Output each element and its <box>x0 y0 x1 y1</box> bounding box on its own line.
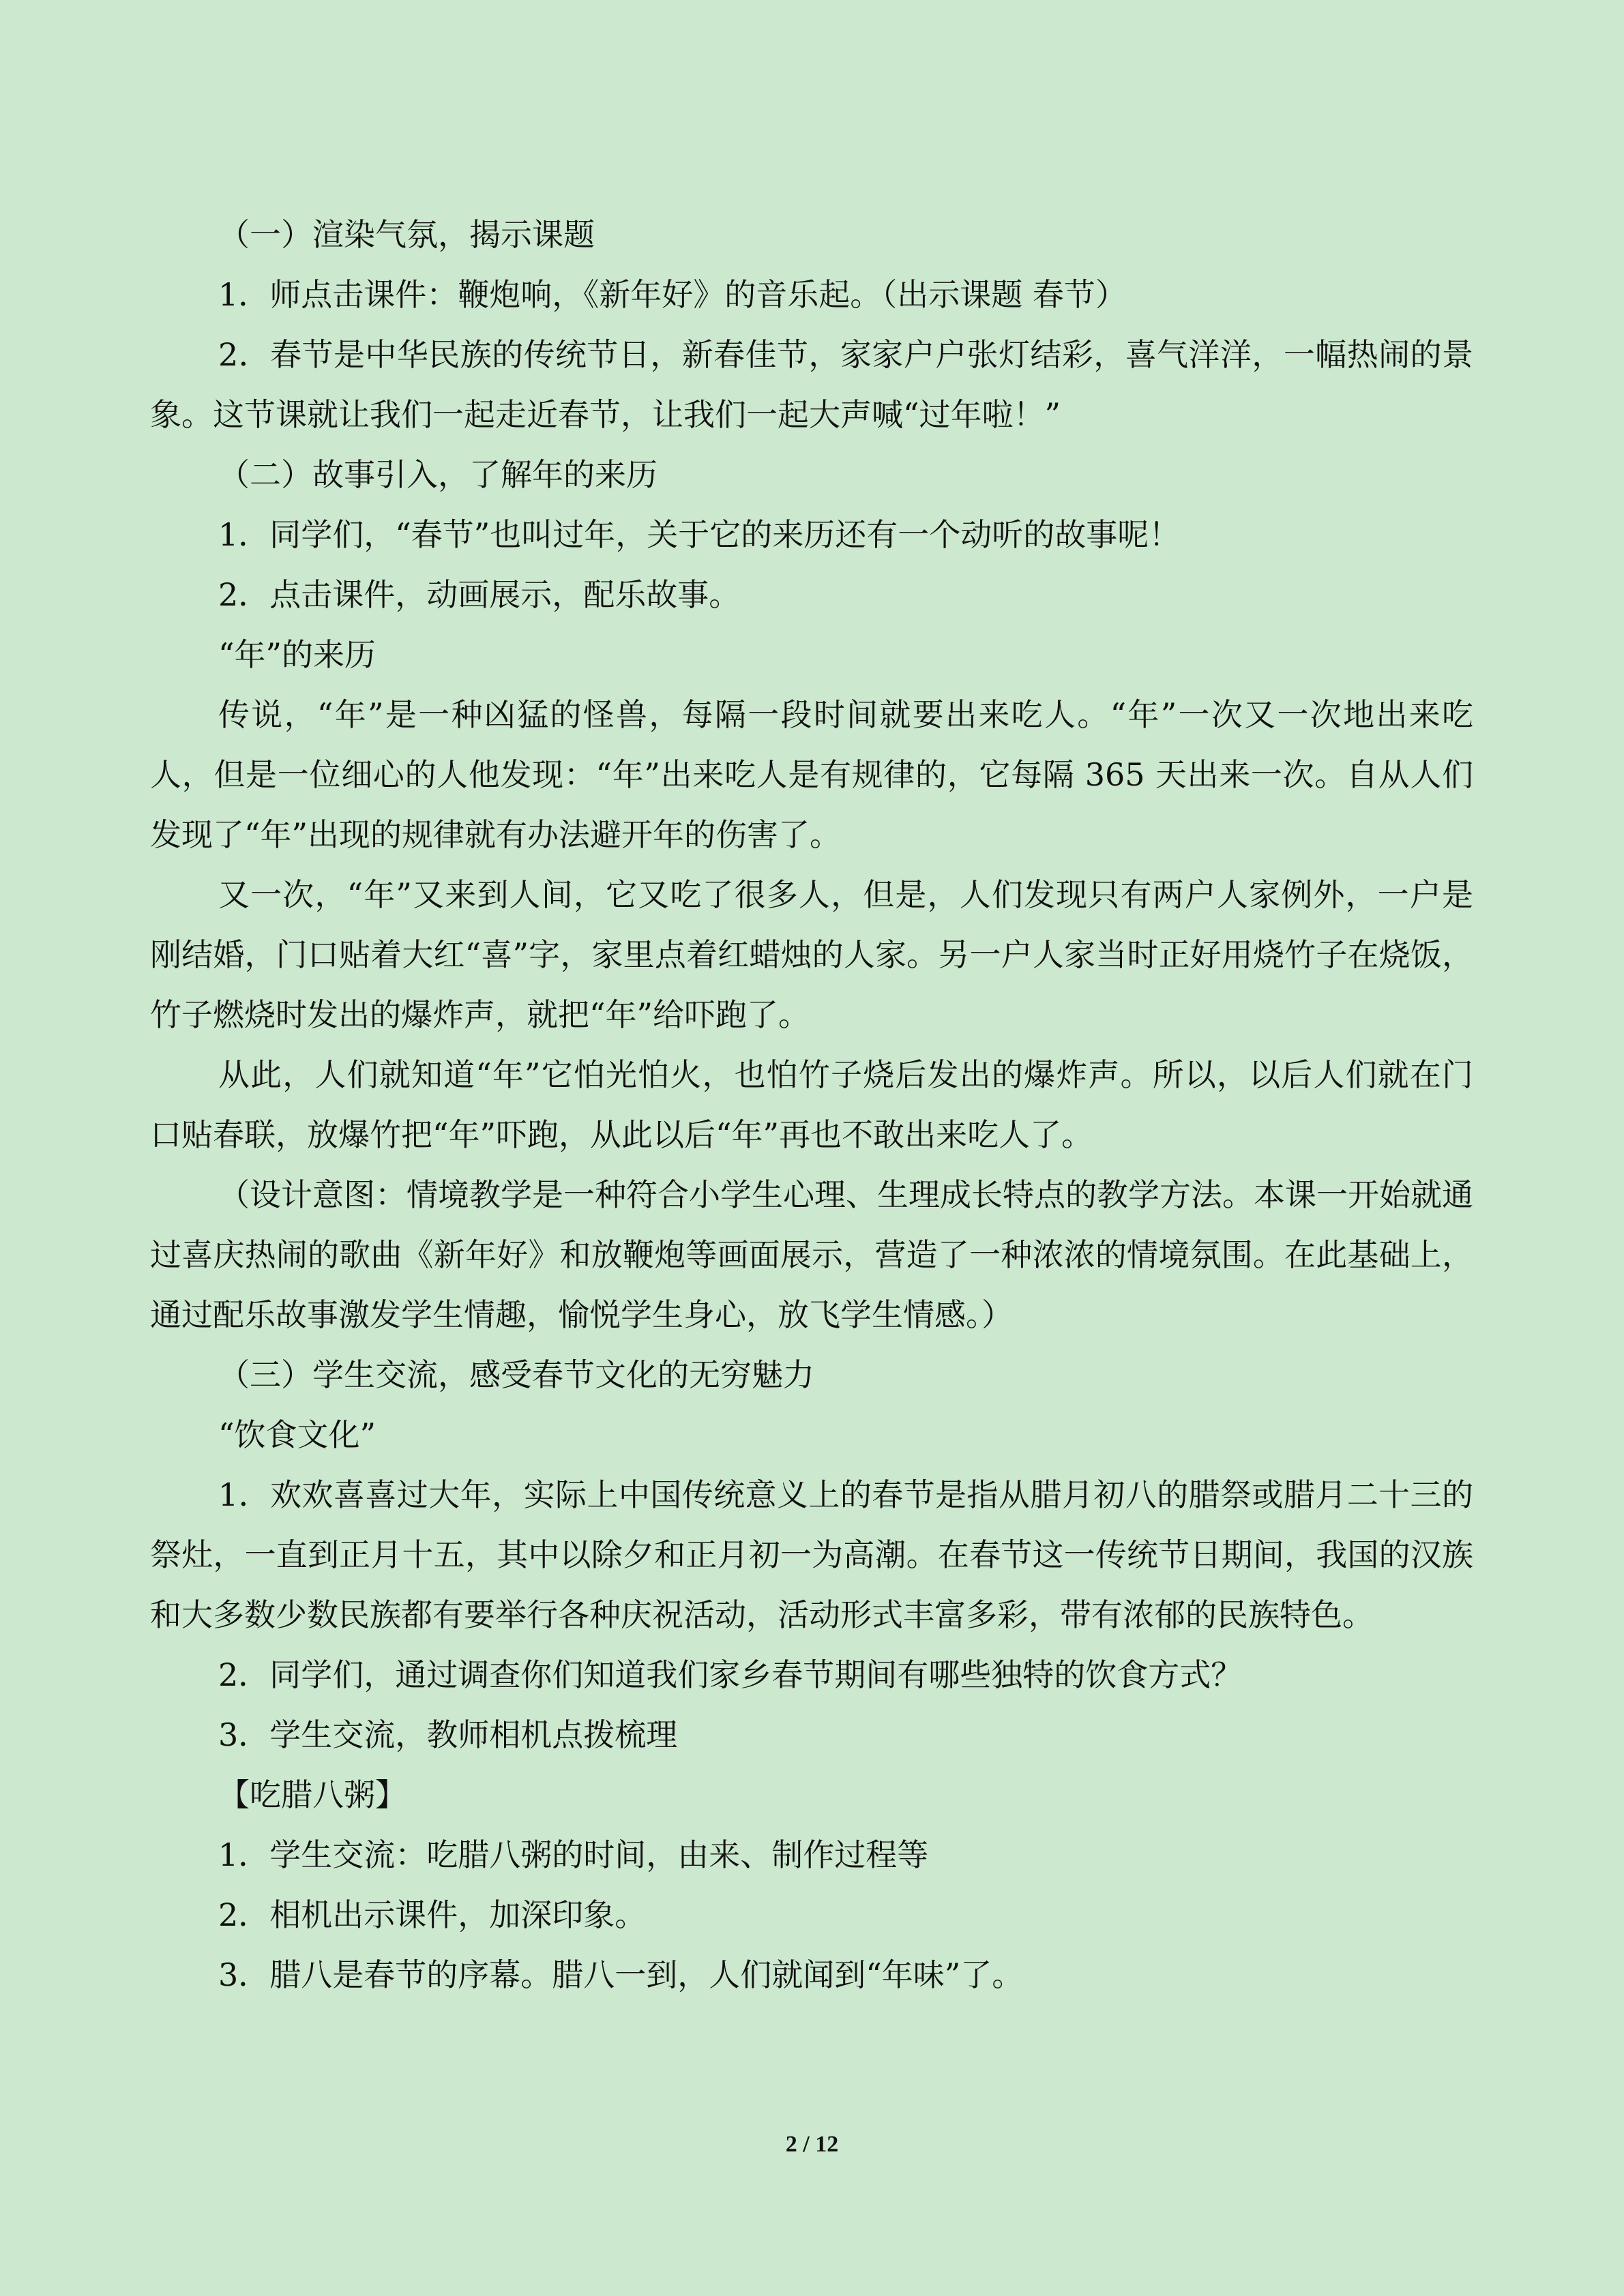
section-heading-1: （一）渲染气氛，揭示课题 <box>218 216 595 253</box>
page-number: 2 / 12 <box>785 2132 839 2157</box>
paragraph: 传说，“年”是一种凶猛的怪兽，每隔一段时间就要出来吃人。“年”一次又一次地出来吃人，但是一位细心的人他发现：“年”出来吃人是有规律的，它每隔 365 天出来一次。自从人们发现了“年”出现的规律就有办法避开年的伤害了。 <box>150 696 1473 853</box>
design-intent-note: （设计意图：情境教学是一种符合小学生心理、生理成长特点的教学方法。本课一开始就通过喜庆热闹的歌曲《新年好》和放鞭炮等画面展示，营造了一种浓浓的情境氛围。在此基础上，通过配乐故事激发学生情趣，愉悦学生身心，放飞学生情感。） <box>150 1176 1473 1333</box>
paragraph: 又一次，“年”又来到人间，它又吃了很多人，但是，人们发现只有两户人家例外，一户是刚结婚，门口贴着大红“喜”字，家里点着红蜡烛的人家。另一户人家当时正好用烧竹子在烧饭，竹子燃烧时发出的爆炸声，就把“年”给吓跑了。 <box>150 876 1473 1033</box>
bracket-heading: 【吃腊八粥】 <box>218 1776 407 1813</box>
subsection-title: “饮食文化” <box>218 1416 377 1453</box>
paragraph: 2．相机出示课件，加深印象。 <box>218 1896 647 1933</box>
paragraph: 1．学生交流：吃腊八粥的时间，由来、制作过程等 <box>218 1836 929 1873</box>
paragraph: 2．点击课件，动画展示，配乐故事。 <box>218 576 741 613</box>
paragraph: 3．学生交流，教师相机点拨梳理 <box>218 1716 678 1753</box>
paragraph: 1．师点击课件：鞭炮响，《新年好》的音乐起。（出示课题 春节） <box>218 276 1127 313</box>
paragraph: 3．腊八是春节的序幕。腊八一到，人们就闻到“年味”了。 <box>218 1956 1024 1993</box>
section-heading-3: （三）学生交流，感受春节文化的无穷魅力 <box>218 1356 814 1393</box>
paragraph: 1．同学们，“春节”也叫过年，关于它的来历还有一个动听的故事呢！ <box>218 516 1181 553</box>
paragraph: 从此，人们就知道“年”它怕光怕火，也怕竹子烧后发出的爆炸声。所以，以后人们就在门口贴春联，放爆竹把“年”吓跑，从此以后“年”再也不敢出来吃人了。 <box>150 1056 1473 1153</box>
paragraph: 2．春节是中华民族的传统节日，新春佳节，家家户户张灯结彩，喜气洋洋，一幅热闹的景象。这节课就让我们一起走近春节，让我们一起大声喊“过年啦！” <box>150 336 1473 433</box>
paragraph: 1．欢欢喜喜过大年，实际上中国传统意义上的春节是指从腊月初八的腊祭或腊月二十三的祭灶，一直到正月十五，其中以除夕和正月初一为高潮。在春节这一传统节日期间，我国的汉族和大多数少数民族都有要举行各种庆祝活动，活动形式丰富多彩，带有浓郁的民族特色。 <box>150 1476 1473 1633</box>
paragraph: 2．同学们，通过调查你们知道我们家乡春节期间有哪些独特的饮食方式？ <box>218 1656 1243 1693</box>
document-body <box>150 205 1473 2005</box>
section-heading-2: （二）故事引入，了解年的来历 <box>218 456 658 493</box>
story-title: “年”的来历 <box>218 636 377 673</box>
